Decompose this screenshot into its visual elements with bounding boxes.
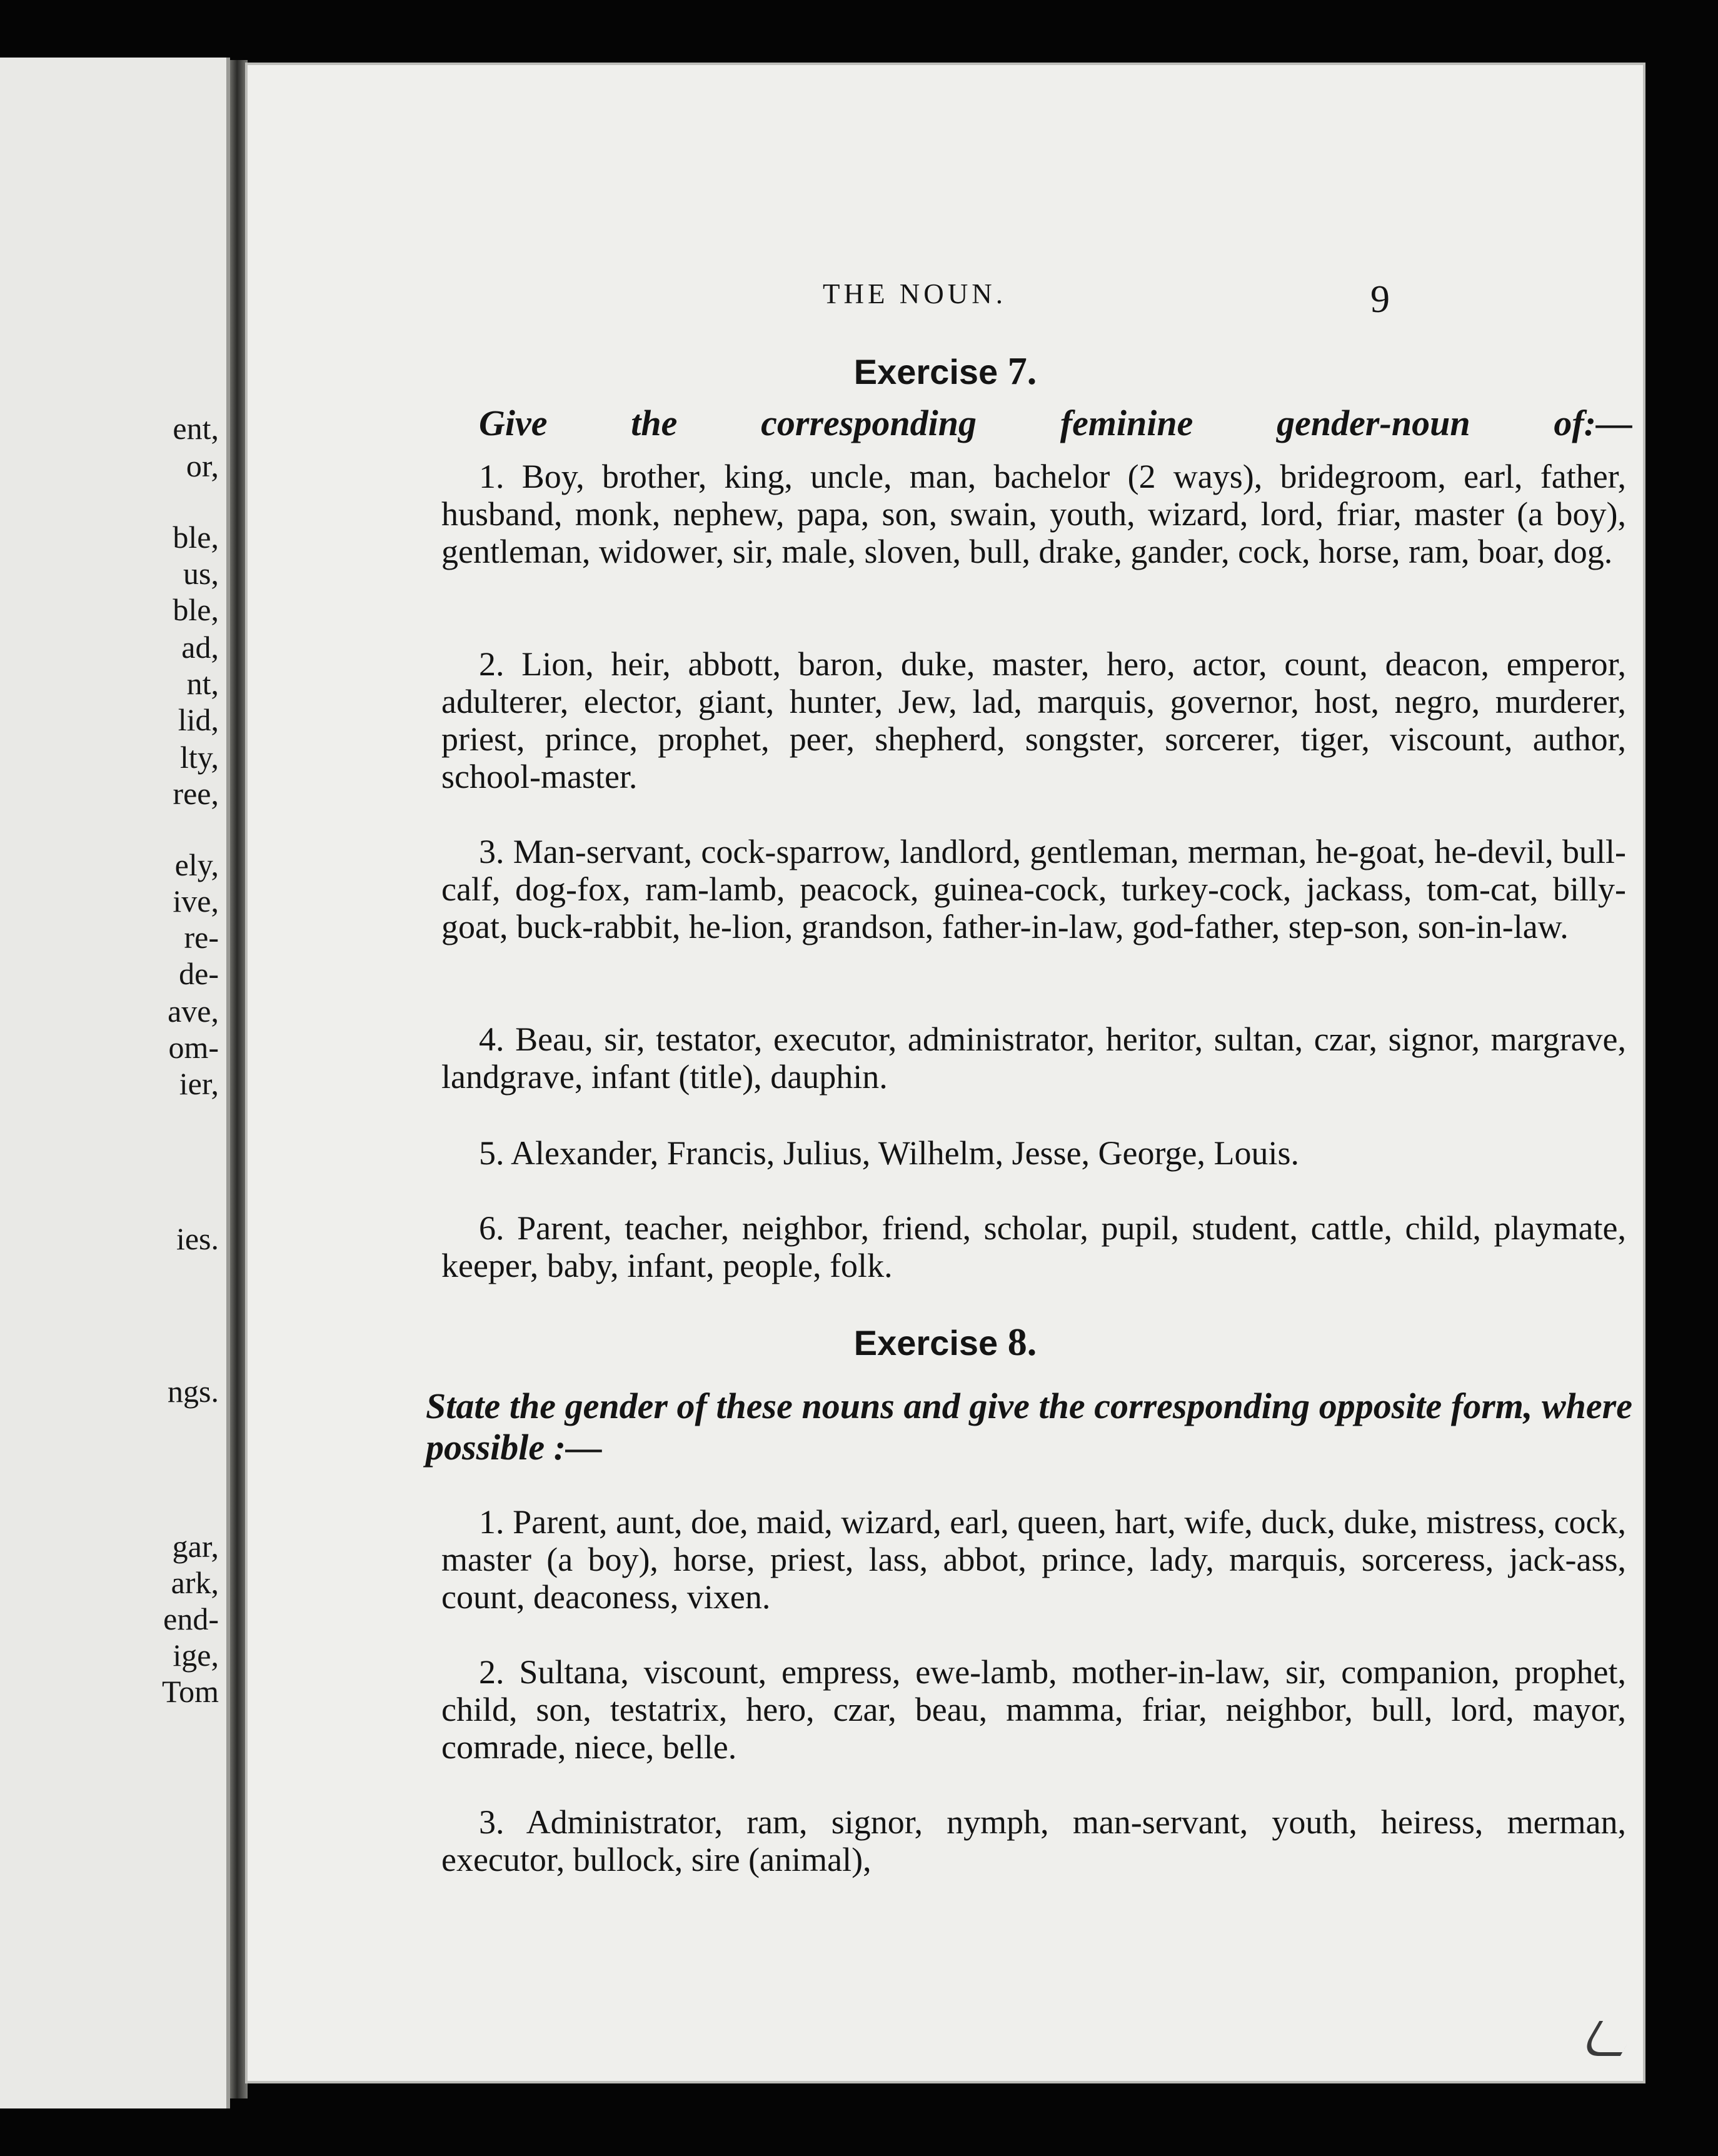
exercise-7-item-1 xyxy=(441,458,1626,570)
left-facing-page xyxy=(0,58,230,2108)
exercise-7-item-4 xyxy=(441,1020,1626,1096)
item-number: 6. xyxy=(479,1209,505,1247)
left-page-fragment: ark, xyxy=(171,1565,219,1600)
left-page-fragment: de- xyxy=(179,956,219,991)
exercise-8-item-2 xyxy=(441,1653,1626,1766)
exercise-7-instruction: Give the corresponding feminine gender-noun of:— xyxy=(479,403,1632,443)
page-corner-curl xyxy=(1579,2021,1640,2056)
left-page-fragment: ent, xyxy=(173,411,219,446)
item-text: Beau, sir, testator, executor, administrator, heritor, sultan, czar, signor, margrave, landgrave, infant (title), dauphin. xyxy=(441,1020,1626,1096)
item-text: Sultana, viscount, empress, ewe-lamb, mother-in-law, sir, companion, prophet, child, son, testatrix, hero, czar, beau, mamma, friar, neighbor, bull, lord, mayor, comrade, niece, belle. xyxy=(441,1653,1627,1766)
exercise-7-word: Exercise xyxy=(853,352,998,391)
exercise-8-number: 8. xyxy=(1007,1321,1037,1364)
running-head: THE NOUN. xyxy=(823,278,1007,310)
item-text: Parent, aunt, doe, maid, wizard, earl, queen, hart, wife, duck, duke, mistress, cock, master (a boy), horse, priest, lass, abbot, prince, lady, marquis, sorceress, jack-ass, count, deaconess, vixen. xyxy=(441,1503,1627,1616)
item-number: 1. xyxy=(479,1503,505,1541)
item-number: 2. xyxy=(479,1653,505,1691)
left-page-fragment: Tom xyxy=(162,1674,219,1709)
exercise-7-title xyxy=(248,350,1643,394)
left-page-fragment: gar, xyxy=(172,1529,219,1564)
left-page-fragment: ely, xyxy=(174,847,219,882)
left-page-fragment: lid, xyxy=(178,702,219,737)
left-page-fragment: ive, xyxy=(173,884,219,919)
left-page-fragment: nt, xyxy=(186,666,219,701)
exercise-7-number: 7. xyxy=(1007,350,1037,393)
item-number: 3. xyxy=(479,1803,505,1841)
left-page-fragment: ble, xyxy=(173,592,219,627)
exercise-7-item-3 xyxy=(441,833,1626,945)
left-page-fragment: lty, xyxy=(179,740,219,775)
exercise-8-title xyxy=(248,1321,1643,1365)
left-page-fragment: ave, xyxy=(168,994,219,1029)
left-page-fragment: om- xyxy=(168,1030,219,1065)
item-number: 3. xyxy=(479,833,505,870)
exercise-7-item-6 xyxy=(441,1209,1626,1284)
left-page-fragment: ngs. xyxy=(168,1374,219,1409)
left-page-fragment: ree, xyxy=(173,776,219,811)
exercise-8-item-3 xyxy=(441,1803,1626,1878)
item-number: 1. xyxy=(479,458,505,495)
left-page-fragment: ad, xyxy=(181,630,219,665)
left-page-fragment: ies. xyxy=(176,1221,219,1256)
item-text: Man-servant, cock-sparrow, landlord, gentleman, merman, he-goat, he-devil, bull-calf, dog-fox, ram-lamb, peacock, guinea-cock, turkey-cock, jackass, tom-cat, billy-goat, buck-rabbit, he-lion, grandson, father-in-law, god-father, step-son, son-in-law. xyxy=(441,833,1626,945)
exercise-8-instruction: State the gender of these nouns and give the corresponding opposite form, where possible :— xyxy=(426,1386,1632,1468)
exercise-7-item-5 xyxy=(441,1134,1626,1172)
left-page-fragment: ige, xyxy=(173,1638,219,1673)
item-number: 4. xyxy=(479,1020,505,1058)
left-page-fragment: re- xyxy=(184,920,219,955)
left-page-fragment: or, xyxy=(186,448,219,483)
exercise-8-word: Exercise xyxy=(853,1323,998,1363)
exercise-8-item-1 xyxy=(441,1503,1626,1616)
left-page-fragment: us, xyxy=(183,556,219,591)
page-number: 9 xyxy=(1370,278,1390,321)
exercise-7-item-2 xyxy=(441,645,1626,795)
item-text: Administrator, ram, signor, nymph, man-servant, youth, heiress, merman, executor, bullock, sire (animal), xyxy=(441,1803,1626,1878)
left-page-fragment: ble, xyxy=(173,520,219,555)
item-number: 2. xyxy=(479,645,505,683)
left-page-fragment: ier, xyxy=(179,1066,219,1101)
left-page-fragment: end- xyxy=(163,1601,219,1636)
item-text: Alexander, Francis, Julius, Wilhelm, Jesse, George, Louis. xyxy=(511,1134,1299,1172)
item-number: 5. xyxy=(479,1134,505,1172)
item-text: Lion, heir, abbott, baron, duke, master, hero, actor, count, deacon, emperor, adulterer, elector, giant, hunter, Jew, lad, marquis, governor, host, negro, murderer, priest, prince, prophet, peer, shepherd, songster, sorcerer, tiger, viscount, author, school-master. xyxy=(441,645,1626,795)
book-page xyxy=(245,63,1645,2083)
item-text: Boy, brother, king, uncle, man, bachelor (2 ways), bridegroom, earl, father, husband, monk, nephew, papa, son, swain, youth, wizard, lord, friar, master (a boy), gentleman, widower, sir, male, sloven, bull, drake, gander, cock, horse, ram, boar, dog. xyxy=(441,458,1626,570)
item-text: Parent, teacher, neighbor, friend, scholar, pupil, student, cattle, child, playmate, keeper, baby, infant, people, folk. xyxy=(441,1209,1626,1284)
